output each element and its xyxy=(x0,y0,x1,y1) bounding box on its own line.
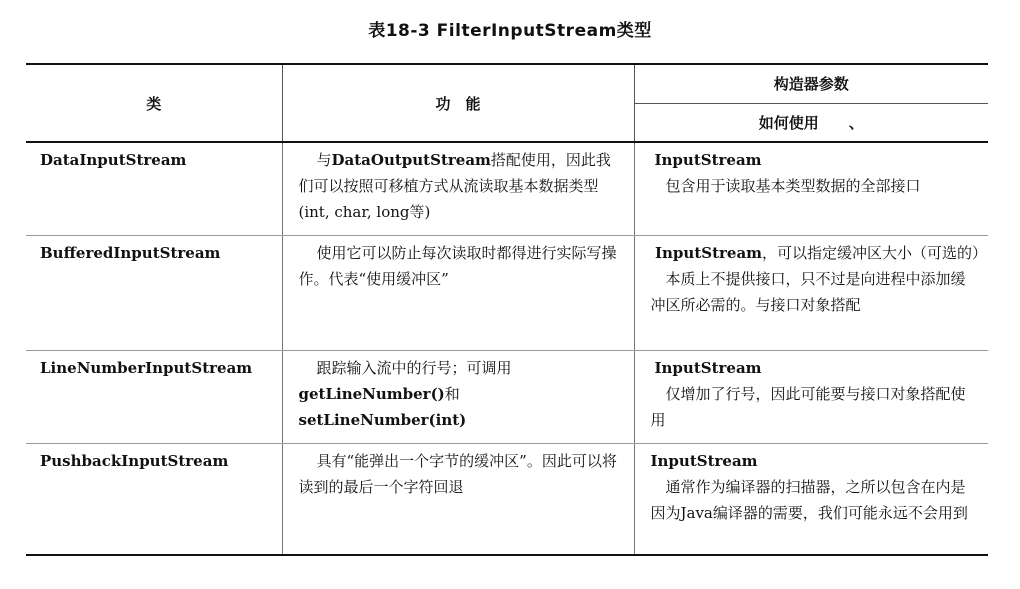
class-cell: PushbackInputStream xyxy=(26,444,282,556)
table-header xyxy=(26,64,988,142)
ctor-cell xyxy=(634,142,988,236)
ctor-cell xyxy=(634,351,988,444)
function-code: getLineNumber() xyxy=(298,385,445,403)
function-cell xyxy=(282,351,634,444)
function-cell xyxy=(282,142,634,236)
table-row xyxy=(26,142,988,236)
function-cell xyxy=(282,444,634,556)
function-cell xyxy=(282,236,634,351)
function-text: 与 xyxy=(316,151,332,169)
ctor-usage: 本质上不提供接口，只不过是向进程中添加缓冲区所必需的。与接口对象搭配 xyxy=(650,270,966,314)
table-body xyxy=(26,142,988,555)
function-text: 具有“能弹出一个字节的缓冲区”。因此可以将读到的最后一个字符回退 xyxy=(298,452,617,496)
ctor-param: InputStream xyxy=(650,452,758,470)
table-row xyxy=(26,444,988,556)
function-code: setLineNumber(int) xyxy=(298,411,467,429)
header-function: 功 能 xyxy=(282,64,634,142)
table-caption: 表18-3 FilterInputStream类型 xyxy=(368,21,652,41)
function-text: 搭配使用，因此我们可以按照可移植方式从流读取基本数据类型 (int, char, long等) xyxy=(298,151,611,221)
function-text: 使用它可以防止每次读取时都得进行实际写操作。代表“使用缓冲区” xyxy=(298,244,617,288)
ctor-cell xyxy=(634,236,988,351)
function-text: 和 xyxy=(444,385,460,403)
filter-input-stream-table xyxy=(26,63,988,556)
ctor-param-line xyxy=(651,240,988,266)
header-ctor-params: 构造器参数 xyxy=(634,64,988,103)
ctor-usage: 仅增加了行号，因此可能要与接口对象搭配使用 xyxy=(650,385,966,429)
ctor-usage: 包含用于读取基本类型数据的全部接口 xyxy=(665,177,921,195)
ctor-param: InputStream xyxy=(654,151,762,169)
ctor-param-suffix: ，可以指定缓冲区大小（可选的） xyxy=(762,244,988,262)
header-class: 类 xyxy=(26,64,282,142)
ctor-param: InputStream xyxy=(655,244,763,262)
ctor-param: InputStream xyxy=(654,359,762,377)
class-cell: LineNumberInputStream xyxy=(26,351,282,444)
function-text: 跟踪输入流中的行号；可调用 xyxy=(316,359,512,377)
table-row xyxy=(26,236,988,351)
class-cell: BufferedInputStream xyxy=(26,236,282,351)
ctor-usage: 通常作为编译器的扫描器，之所以包含在内是因为Java编译器的需要，我们可能永远不会用到 xyxy=(650,478,968,522)
ctor-cell xyxy=(634,444,988,556)
function-code: DataOutputStream xyxy=(331,151,491,169)
header-how-to-use: 如何使用 、 xyxy=(758,113,864,132)
class-cell: DataInputStream xyxy=(26,142,282,236)
table-row xyxy=(26,351,988,444)
